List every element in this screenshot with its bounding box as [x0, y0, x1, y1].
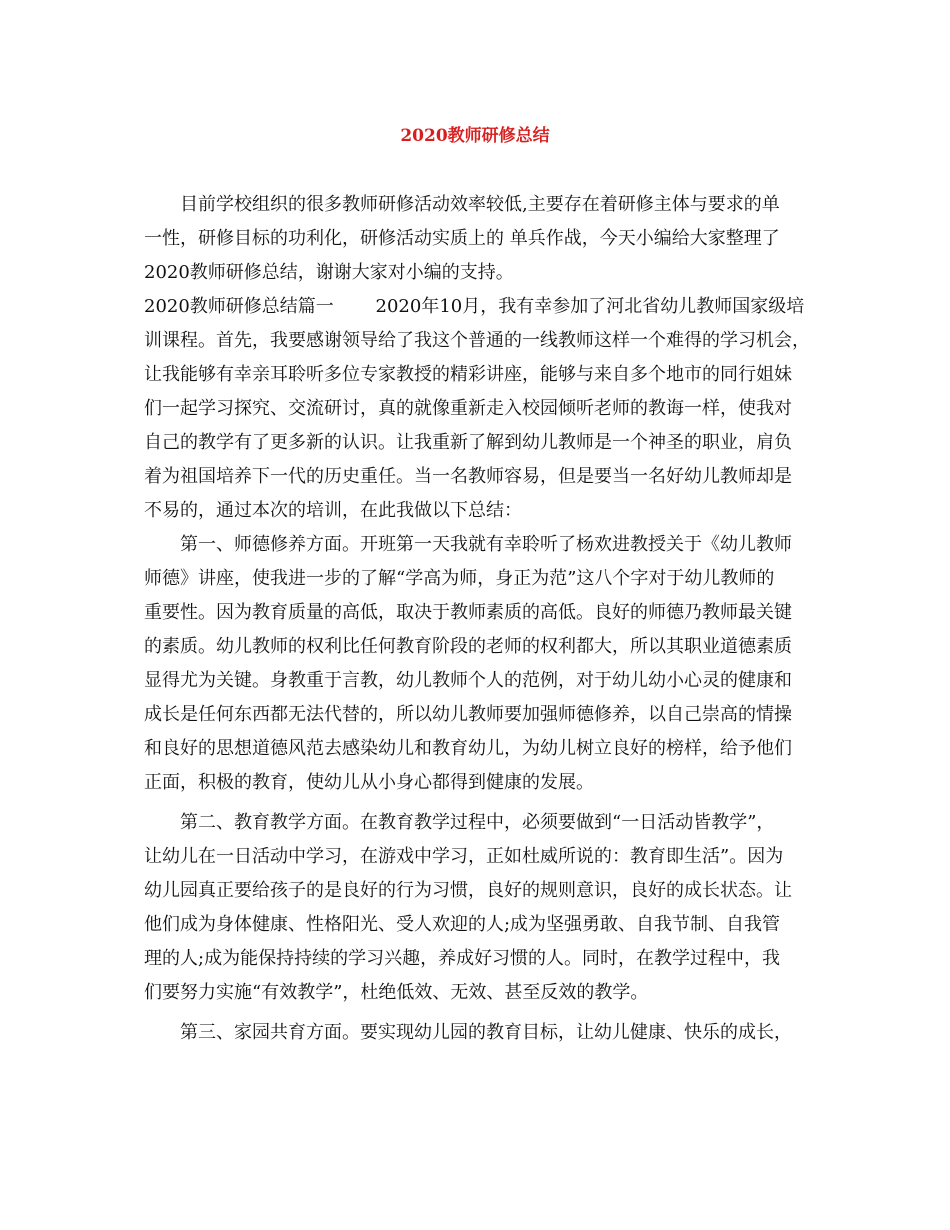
text-line: 第三、家园共育方面。要实现幼儿园的教育目标，让幼儿健康、快乐的成长，	[144, 1022, 792, 1043]
text-line: 让我能够有幸亲耳聆听多位专家教授的精彩讲座，能够与来自多个地市的同行姐妹	[144, 364, 792, 385]
text-line: 第二、教育教学方面。在教育教学过程中，必须要做到“一日活动皆教学”，	[144, 812, 775, 833]
text-line: 们一起学习探究、交流研讨，真的就像重新走入校园倾听老师的教诲一样，使我对	[144, 398, 792, 419]
text-line: 重要性。因为教育质量的高低，取决于教师素质的高低。良好的师德乃教师最关键	[144, 602, 792, 623]
text-line: 自己的教学有了更多新的认识。让我重新了解到幼儿教师是一个神圣的职业，肩负	[144, 432, 792, 453]
text-line: 理的人;成为能保持持续的学习兴趣，养成好习惯的人。同时，在教学过程中，我	[144, 948, 781, 969]
text-line: 成长是任何东西都无法代替的，所以幼儿教师要加强师德修养，以自己崇高的情操	[144, 704, 792, 725]
text-line: 他们成为身体健康、性格阳光、受人欢迎的人;成为坚强勇敢、自我节制、自我管	[144, 914, 781, 935]
text-line: 不易的，通过本次的培训，在此我做以下总结：	[144, 500, 522, 521]
text-line: 让幼儿在一日活动中学习，在游戏中学习，正如杜威所说的：教育即生活”。因为	[144, 846, 784, 867]
document-body	[144, 188, 816, 1050]
text-line: 2020教师研修总结，谢谢大家对小编的支持。	[144, 262, 514, 283]
text-line: 的素质。幼儿教师的权利比任何教育阶段的老师的权利都大，所以其职业道德素质	[144, 636, 792, 657]
text-line: 目前学校组织的很多教师研修活动效率较低,主要存在着研修主体与要求的单	[144, 194, 780, 215]
text-line: 2020教师研修总结篇一 2020年10月，我有幸参加了河北省幼儿教师国家级培	[144, 296, 805, 317]
text-line: 幼儿园真正要给孩子的是良好的行为习惯，良好的规则意识，良好的成长状态。让	[144, 880, 792, 901]
text-line: 第一、师德修养方面。开班第一天我就有幸聆听了杨欢进教授关于《幼儿教师	[144, 534, 792, 555]
text-line: 训课程。首先，我要感谢领导给了我这个普通的一线教师这样一个难得的学习机会，	[144, 330, 810, 351]
text-line: 正面，积极的教育，使幼儿从小身心都得到健康的发展。	[144, 772, 594, 793]
text-line: 师德》讲座，使我进一步的了解“学高为师，身正为范”这八个字对于幼儿教师的	[144, 568, 775, 589]
document-title: 2020教师研修总结	[400, 126, 550, 146]
text-line: 一性，研修目标的功利化，研修活动实质上的 单兵作战，今天小编给大家整理了	[144, 228, 780, 249]
text-line: 们要努力实施“有效教学”，杜绝低效、无效、甚至反效的教学。	[144, 982, 649, 1003]
text-line: 显得尤为关键。身教重于言教，幼儿教师个人的范例，对于幼儿幼小心灵的健康和	[144, 670, 792, 691]
text-line: 着为祖国培养下一代的历史重任。当一名教师容易，但是要当一名好幼儿教师却是	[144, 466, 792, 487]
text-line: 和良好的思想道德风范去感染幼儿和教育幼儿，为幼儿树立良好的榜样，给予他们	[144, 738, 792, 759]
